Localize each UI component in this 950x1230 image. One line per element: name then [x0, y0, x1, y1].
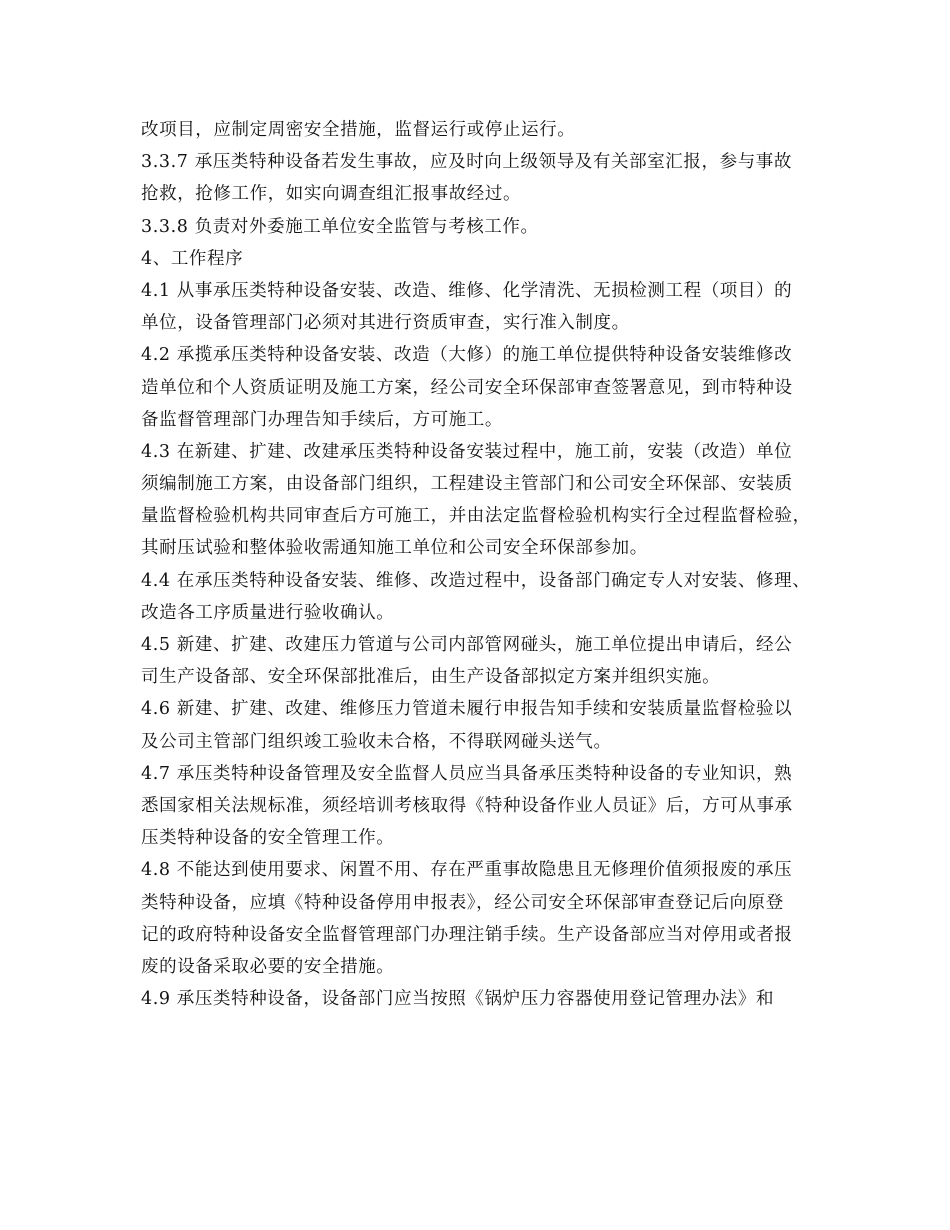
text-line: 4.5 新建、扩建、改建压力管道与公司内部管网碰头，施工单位提出申请后，经公	[141, 635, 793, 655]
text-line: 4.7 承压类特种设备管理及安全监督人员应当具备承压类特种设备的专业知识，熟	[141, 763, 793, 784]
text-line: 悉国家相关法规标准，须经培训考核取得《特种设备作业人员证》后，方可从事承	[141, 795, 793, 816]
text-line: 4.3 在新建、扩建、改建承压类特种设备安装过程中，施工前，安装（改造）单位	[141, 441, 793, 462]
text-line: 司生产设备部、安全环保部批准后，由生产设备部拟定方案并组织实施。	[141, 667, 721, 688]
text-line: 改造各工序质量进行验收确认。	[141, 602, 395, 623]
text-line: 及公司主管部门组织竣工验收未合格，不得联网碰头送气。	[141, 731, 612, 752]
text-line: 4.2 承揽承压类特种设备安装、改造（大修）的施工单位提供特种设备安装维修改	[141, 345, 793, 366]
document-page	[141, 114, 821, 1015]
text-line: 抢救，抢修工作，如实向调查组汇报事故经过。	[141, 184, 522, 205]
text-line: 4.6 新建、扩建、改建、维修压力管道未履行申报告知手续和安装质量监督检验以	[141, 699, 793, 720]
text-line: 4.9 承压类特种设备，设备部门应当按照《锅炉压力容器使用登记管理办法》和	[141, 989, 775, 1010]
text-line: 备监督管理部门办理告知手续后，方可施工。	[141, 409, 503, 430]
text-line: 单位，设备管理部门必须对其进行资质审查，实行准入制度。	[141, 313, 630, 334]
text-line: 废的设备采取必要的安全措施。	[141, 956, 395, 977]
text-line: 4.1 从事承压类特种设备安装、改造、维修、化学清洗、无损检测工程（项目）的	[141, 280, 793, 301]
text-line: 记的政府特种设备安全监督管理部门办理注销手续。生产设备部应当对停用或者报	[141, 924, 793, 945]
text-line: 3.3.7 承压类特种设备若发生事故，应及时向上级领导及有关部室汇报，参与事故	[141, 152, 792, 173]
text-line: 造单位和个人资质证明及施工方案，经公司安全环保部审查签署意见，到市特种设	[141, 377, 793, 398]
text-line: 4.8 不能达到使用要求、闲置不用、存在严重事故隐患且无修理价值须报废的承压	[141, 860, 793, 881]
text-line: 其耐压试验和整体验收需通知施工单位和公司安全环保部参加。	[141, 538, 648, 559]
text-line: 4.4 在承压类特种设备安装、维修、改造过程中，设备部门确定专人对安装、修理、	[141, 570, 811, 591]
text-line: 改项目，应制定周密安全措施，监督运行或停止运行。	[141, 120, 576, 140]
text-line: 类特种设备，应填《特种设备停用申报表》，经公司安全环保部审查登记后向原登	[141, 892, 784, 913]
text-line: 量监督检验机构共同审查后方可施工，并由法定监督检验机构实行全过程监督检验，	[141, 506, 811, 527]
text-line: 须编制施工方案，由设备部门组织，工程建设主管部门和公司安全环保部、安装质	[141, 474, 793, 495]
text-line: 压类特种设备的安全管理工作。	[141, 828, 395, 849]
text-line: 3.3.8 负责对外委施工单位安全监管与考核工作。	[141, 216, 539, 237]
section-heading: 4、工作程序	[141, 248, 244, 269]
